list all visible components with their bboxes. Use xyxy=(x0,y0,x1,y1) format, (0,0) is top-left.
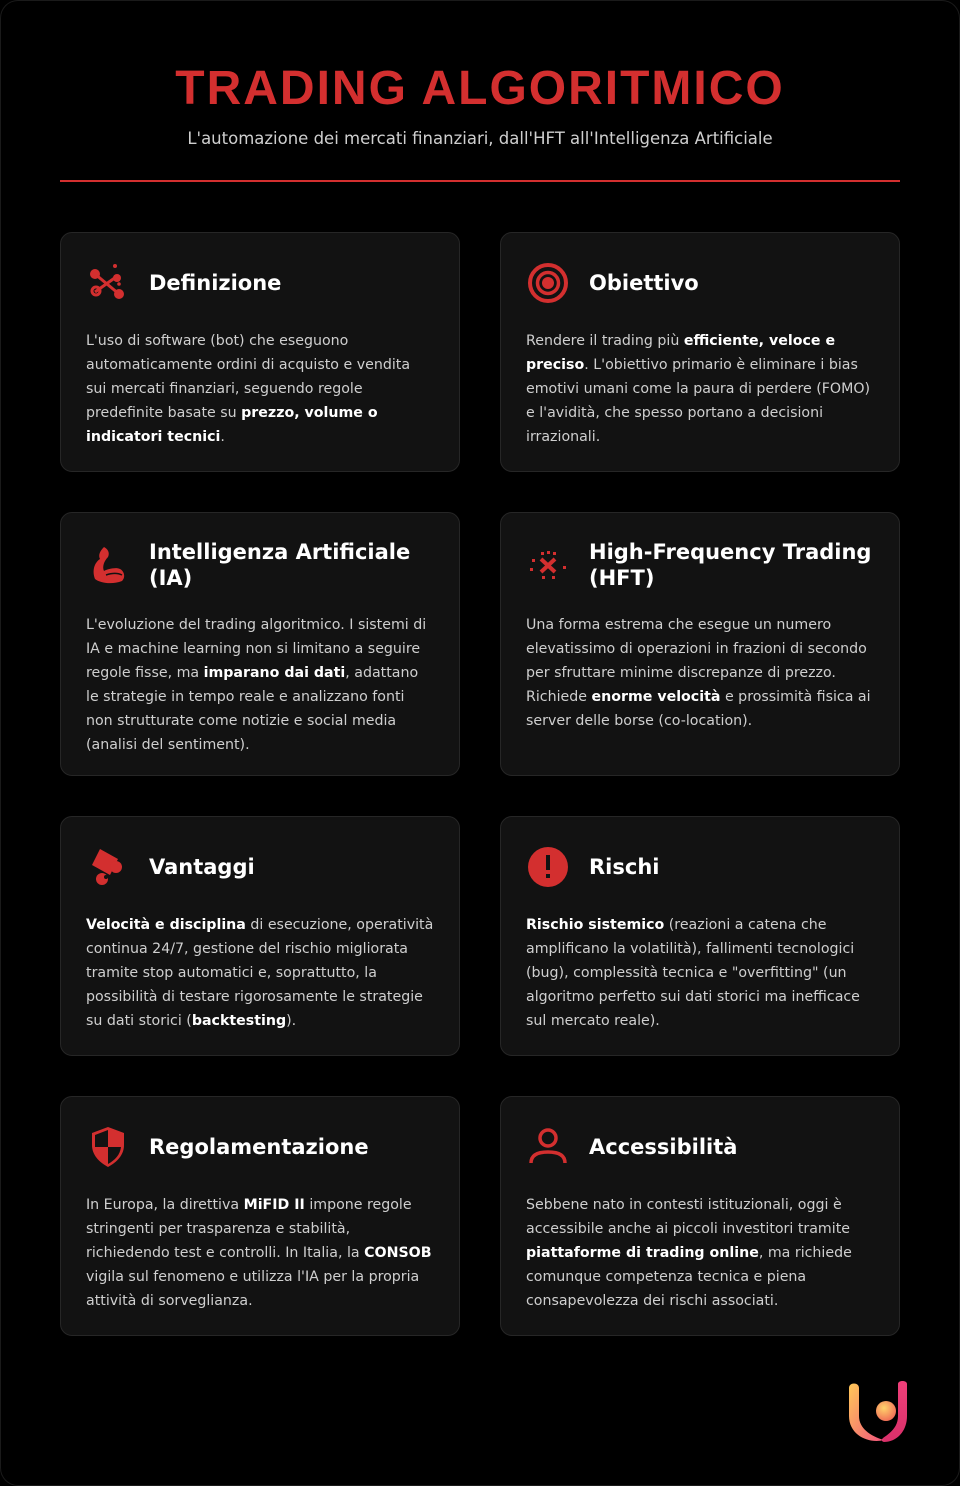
card-body: In Europa, la direttiva MiFID II impone regole stringenti per trasparenza e stabilità, richiedendo test e controlli. In Italia, la CONSOB vigila sul fenomeno e utilizza l'IA per la propria attività di sorveglianza. xyxy=(86,1197,432,1309)
emphasis-text: CONSOB xyxy=(364,1245,432,1261)
card-body: Sebbene nato in contesti istituzionali, oggi è accessibile anche ai piccoli investitori tramite piattaforme di trading online, ma richiede comunque competenza tecnica e piena consapevolezza dei rischi associati. xyxy=(526,1197,852,1309)
emphasis-text: enorme velocità xyxy=(591,689,721,705)
brain-icon xyxy=(86,543,130,587)
card-title: Rischi xyxy=(589,855,660,879)
advantage-icon xyxy=(86,845,130,889)
card-title: Regolamentazione xyxy=(149,1135,369,1159)
emphasis-text: imparano dai dati xyxy=(203,665,346,681)
page-title: TRADING ALGORITMICO xyxy=(175,62,785,115)
emphasis-text: prezzo, volume o indicatori tecnici xyxy=(86,405,378,445)
emphasis-text: piattaforme di trading online xyxy=(526,1245,759,1261)
card-title: Obiettivo xyxy=(589,271,699,295)
card-title: Definizione xyxy=(149,271,282,295)
card-intelligenza-artificiale xyxy=(60,512,460,776)
card-obiettivo xyxy=(500,232,900,472)
brand-logo-icon xyxy=(846,1376,916,1446)
user-icon xyxy=(526,1125,570,1169)
speed-burst-icon xyxy=(526,543,570,587)
card-regolamentazione xyxy=(60,1096,460,1336)
card-body: Rischio sistemico (reazioni a catena che amplificano la volatilità), fallimenti tecnologici (bug), complessità tecnica e "overfitting" (un algoritmo perfetto sui dati storici ma inefficace sul mercato reale). xyxy=(526,917,860,1029)
warning-icon xyxy=(526,845,570,889)
card-definizione xyxy=(60,232,460,472)
page-subtitle: L'automazione dei mercati finanziari, dall'HFT all'Intelligenza Artificiale xyxy=(187,129,773,148)
emphasis-text: backtesting xyxy=(191,1013,287,1029)
card-vantaggi xyxy=(60,816,460,1056)
cards-grid xyxy=(60,232,900,1336)
card-body: Rendere il trading più efficiente, veloce e preciso. L'obiettivo primario è eliminare i bias emotivi umani come la paura di perdere (FOMO) e l'avidità, che spesso portano a decisioni irrazionali. xyxy=(526,333,871,445)
card-body: L'uso di software (bot) che eseguono automaticamente ordini di acquisto e vendita sui mercati finanziari, seguendo regole predefinite basate su prezzo, volume o indicatori tecnici. xyxy=(86,333,411,445)
emphasis-text: MiFID II xyxy=(243,1197,305,1213)
shield-icon xyxy=(86,1125,130,1169)
network-nodes-icon xyxy=(86,261,130,305)
card-title: Accessibilità xyxy=(589,1135,738,1159)
card-title: Vantaggi xyxy=(149,855,255,879)
card-title: Intelligenza Artificiale (IA) xyxy=(149,540,411,590)
card-accessibilita xyxy=(500,1096,900,1336)
card-body: Una forma estrema che esegue un numero elevatissimo di operazioni in frazioni di secondo per sfruttare minime discrepanze di prezzo. Richiede enorme velocità e prossimità fisica ai server delle borse (co-location). xyxy=(526,617,871,729)
card-rischi xyxy=(500,816,900,1056)
emphasis-text: Velocità e disciplina xyxy=(86,917,246,933)
header xyxy=(60,60,900,150)
card-body: Velocità e disciplina di esecuzione, operatività continua 24/7, gestione del rischio migliorata tramite stop automatici e, soprattutto, la possibilità di testare rigorosamente le strategie su dati storici (backtesting). xyxy=(86,917,434,1029)
header-divider xyxy=(60,180,900,182)
card-hft xyxy=(500,512,900,776)
card-body: L'evoluzione del trading algoritmico. I sistemi di IA e machine learning non si limitano a seguire regole fisse, ma imparano dai dati, adattano le strategie in tempo reale e analizzano fonti non strutturate come notizie e social media (analisi del sentiment). xyxy=(86,617,427,753)
target-icon xyxy=(526,261,570,305)
card-title: High-Frequency Trading (HFT) xyxy=(589,540,872,590)
emphasis-text: efficiente, veloce e preciso xyxy=(526,333,836,373)
emphasis-text: Rischio sistemico xyxy=(526,917,665,933)
